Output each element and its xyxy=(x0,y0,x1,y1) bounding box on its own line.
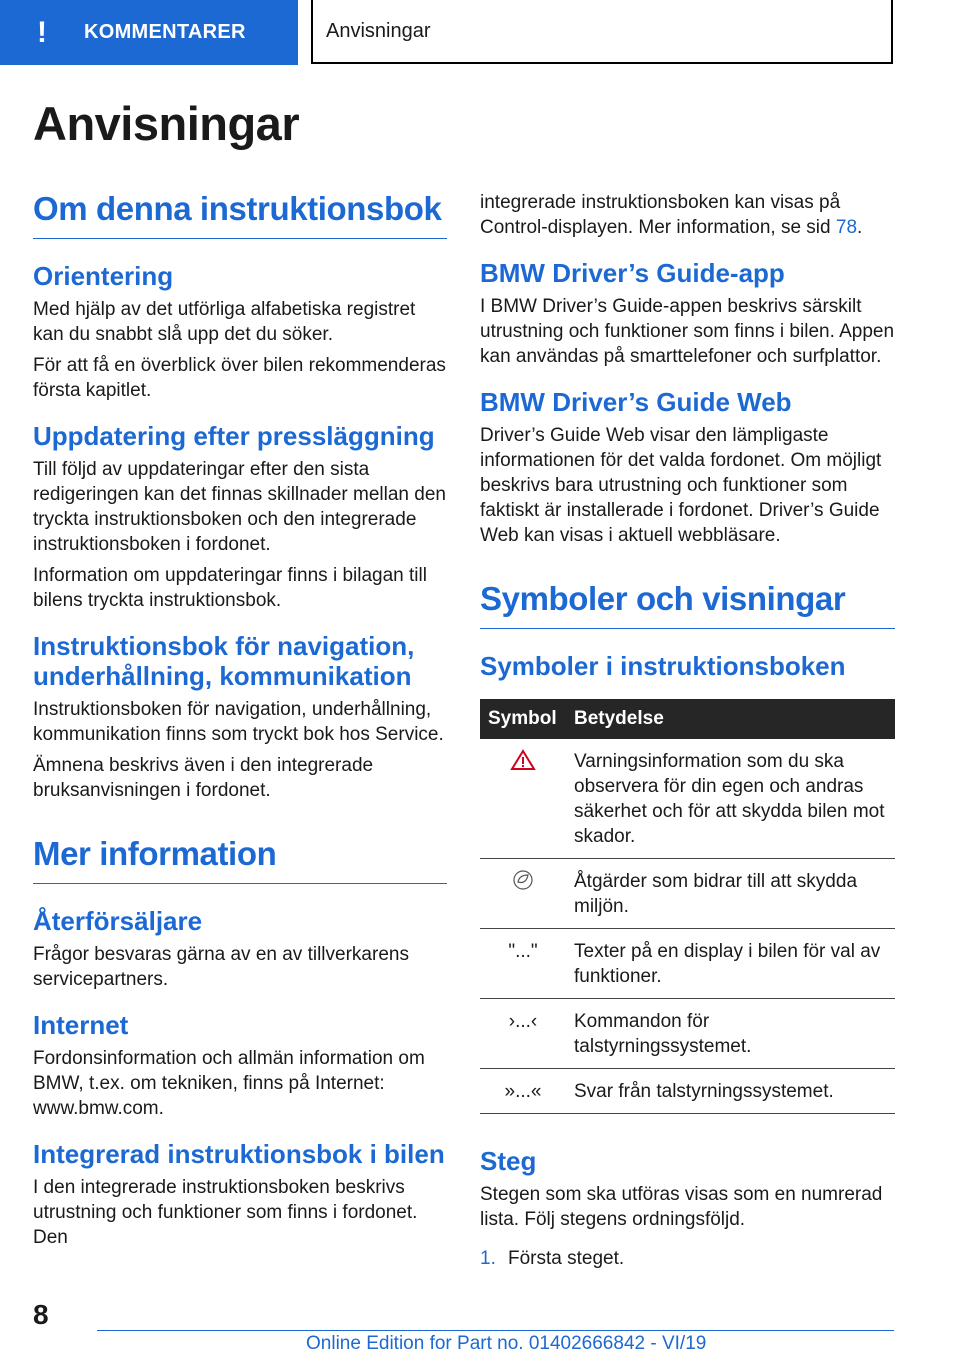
integrated-text-cont: integrerade instruktionsboken kan visas på Control-displayen. Mer information, se sid 78. xyxy=(480,192,863,238)
col-header-symbol: Symbol xyxy=(480,699,566,739)
chapter-tab[interactable] xyxy=(0,0,298,65)
internet-heading: Internet xyxy=(33,1010,129,1040)
table-row xyxy=(480,739,895,859)
col-header-meaning: Betydelse xyxy=(566,699,895,739)
web-heading: BMW Driver’s Guide Web xyxy=(480,387,792,417)
orientation-text-2: För att få en överblick över bilen rekommenderas första kapitlet. xyxy=(33,355,446,401)
symbol-cell xyxy=(480,859,566,929)
nav-text-2: Ämnena beskrivs även i den integrerade bruksanvisningen i fordonet. xyxy=(33,755,374,801)
about-heading: Om denna instruktionsbok xyxy=(33,190,447,239)
table-row xyxy=(480,1069,895,1114)
meaning-cell: Åtgärder som bidrar till att skydda miljön. xyxy=(566,859,895,929)
chapter-tab-label: KOMMENTARER xyxy=(84,21,246,43)
right-column xyxy=(480,190,895,1271)
nav-heading: Instruktionsbok för navigation, underhållning, kommunikation xyxy=(33,631,415,691)
integrated-text: I den integrerade instruktionsboken beskrivs utrustning och funktioner som finns i fordonet. Den xyxy=(33,1177,418,1248)
steps-heading: Steg xyxy=(480,1146,537,1176)
nav-text-1: Instruktionsboken för navigation, underhållning, kommunikation finns som tryckt bok hos Service. xyxy=(33,699,444,745)
table-row xyxy=(480,859,895,929)
more-info-heading: Mer information xyxy=(33,835,447,884)
page-title: Anvisningar xyxy=(33,97,300,150)
resellers-text: Frågor besvaras gärna av en av tillverkarens servicepartners. xyxy=(33,944,409,990)
exclamation-icon: ! xyxy=(37,15,47,49)
symbol-cell xyxy=(480,739,566,859)
symbols-table xyxy=(480,699,895,1114)
update-text-1: Till följd av uppdateringar efter den sista redigeringen kan det finnas skillnader mellan den tryckta instruktionsboken och den integrerade instruktionsboken i fordonet. xyxy=(33,459,446,555)
table-header-row xyxy=(480,699,895,739)
section-title-box xyxy=(311,0,893,64)
symbol-cell: ›...‹ xyxy=(480,999,566,1069)
footer-edition: Online Edition for Part no. 01402666842 - VI/19 xyxy=(306,1333,707,1354)
resellers-heading: Återförsäljare xyxy=(33,906,203,936)
environment-icon xyxy=(512,869,534,891)
web-text: Driver’s Guide Web visar den lämpligaste informationen för det valda fordonet. Om möjligt beskrivs bara utrustning och funktioner som faktiskt är installerade i fordonet. Driver’s Guide Web kan visas i aktuell webbläsare. xyxy=(480,425,882,546)
update-heading: Uppdatering efter pressläggning xyxy=(33,421,435,451)
table-row xyxy=(480,999,895,1069)
orientation-text-1: Med hjälp av det utförliga alfabetiska registret kan du snabbt slå upp det du söker. xyxy=(33,299,416,345)
orientation-heading: Orientering xyxy=(33,261,174,291)
steps-text: Stegen som ska utföras visas som en numrerad lista. Följ stegens ordningsföljd. xyxy=(480,1184,883,1230)
symbols-heading: Symboler och visningar xyxy=(480,580,895,629)
app-text: I BMW Driver’s Guide-appen beskrivs särskilt utrustning och funktioner som finns i bilen. Appen kan användas på smarttelefoner och surfplattor. xyxy=(480,296,895,367)
update-text-2: Information om uppdateringar finns i bilagan till bilens tryckta instruktionsbok. xyxy=(33,565,427,611)
warning-triangle-icon xyxy=(510,749,536,771)
symbol-cell: »...« xyxy=(480,1069,566,1114)
meaning-cell: Varningsinformation som du ska observera för din egen och andras säkerhet och för att skydda bilen mot skador. xyxy=(566,739,895,859)
section-title: Anvisningar xyxy=(326,19,431,42)
list-item xyxy=(480,1246,895,1271)
internet-text: Fordonsinformation och allmän information om BMW, t.ex. om tekniken, finns på Internet: www.bmw.com. xyxy=(33,1048,425,1119)
integrated-heading: Integrerad instruktionsbok i bilen xyxy=(33,1139,445,1169)
meaning-cell: Svar från talstyrningssystemet. xyxy=(566,1069,895,1114)
symbols-subheading: Symboler i instruktionsboken xyxy=(480,651,846,681)
meaning-cell: Texter på en display i bilen för val av funktioner. xyxy=(566,929,895,999)
page-ref-link[interactable]: 78 xyxy=(835,217,858,238)
list-item-text: Första steget. xyxy=(508,1248,625,1269)
left-column xyxy=(33,190,447,1250)
symbol-cell: "..." xyxy=(480,929,566,999)
app-heading: BMW Driver’s Guide-app xyxy=(480,258,785,288)
meaning-cell: Kommandon för talstyrningssystemet. xyxy=(566,999,895,1069)
table-row xyxy=(480,929,895,999)
page-number: 8 xyxy=(33,1299,49,1330)
list-number: 1. xyxy=(480,1248,496,1269)
footer-divider xyxy=(97,1330,894,1331)
